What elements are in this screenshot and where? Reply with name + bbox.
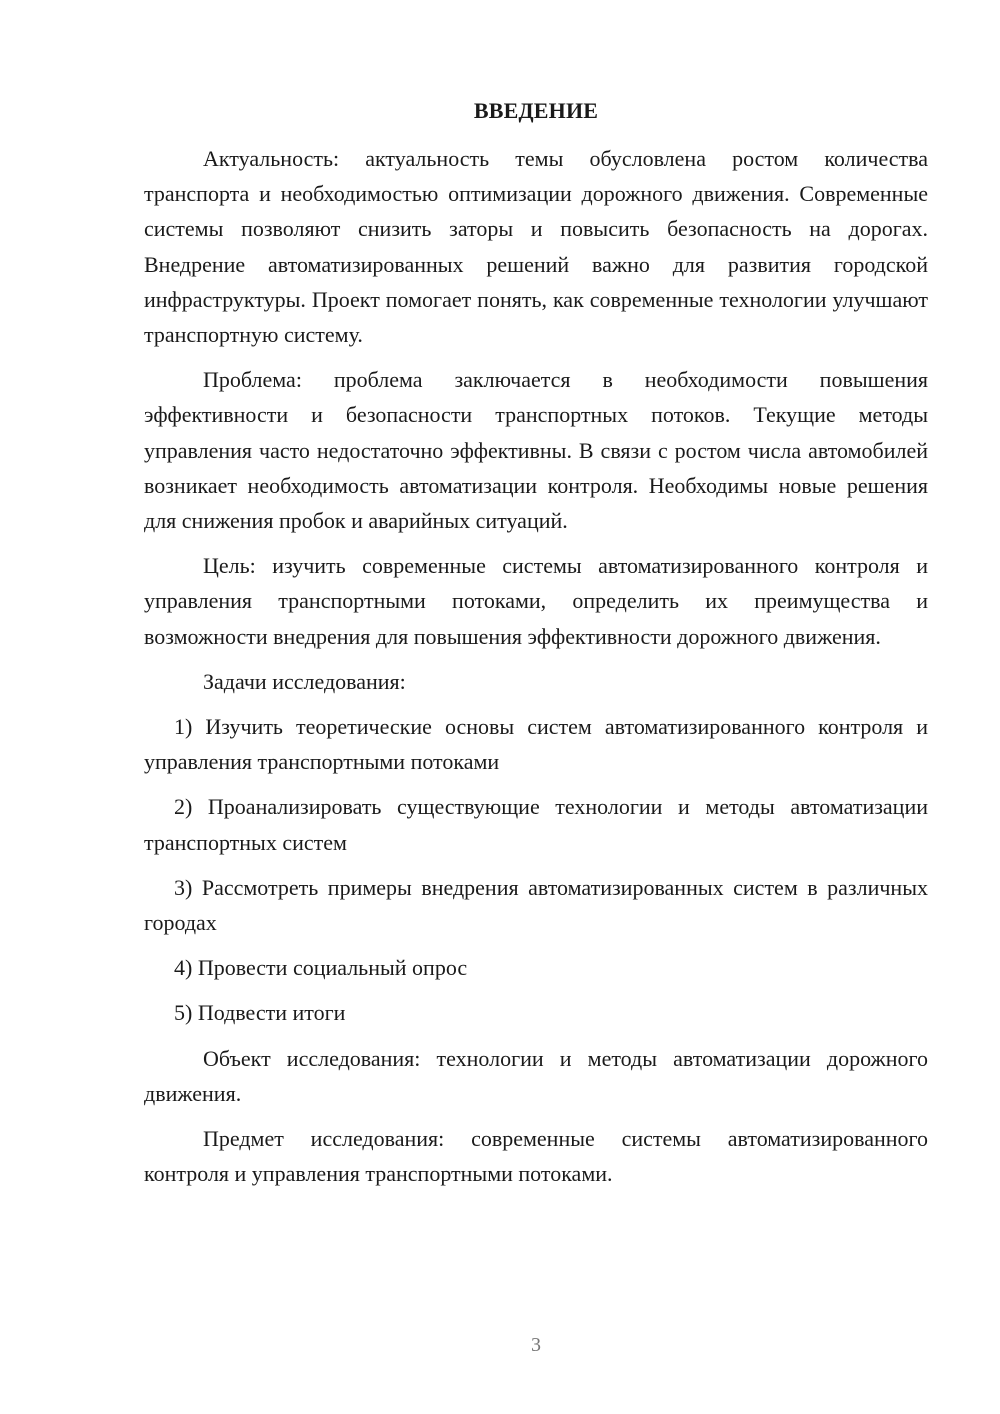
page-number: 3 (531, 1334, 541, 1356)
task-item-4: 4) Провести социальный опрос (174, 955, 468, 981)
tasks-heading: Задачи исследования: (203, 668, 406, 694)
paragraph-problem: Проблема: проблема заключается в необходимости повышения эффективности и безопасности транспортных потоков. Текущие методы управления часто недостаточно эффективны. В связи с ростом числа автомобилей возникает необходимость автоматизации контроля. Необходимы новые решения для снижения пробок и аварийных ситуаций. (144, 367, 928, 534)
task-item-1: 1) Изучить теоретические основы систем автоматизированного контроля и управления транспортными потоками (144, 714, 928, 775)
paragraph-subject: Предмет исследования: современные системы автоматизированного контроля и управления транспортными потоками. (144, 1126, 928, 1187)
page-content (144, 95, 928, 1201)
paragraph-goal: Цель: изучить современные системы автоматизированного контроля и управления транспортными потоками, определить их преимущества и возможности внедрения для повышения эффективности дорожного движения. (144, 553, 928, 649)
task-item-5: 5) Подвести итоги (174, 1000, 346, 1026)
task-item-3: 3) Рассмотреть примеры внедрения автоматизированных систем в различных городах (144, 874, 928, 936)
paragraph-relevance: Актуальность: актуальность темы обусловлена ростом количества транспорта и необходимостью оптимизации дорожного движения. Современные системы позволяют снизить заторы и повысить безопасность на дорогах. Внедрение автоматизированных решений важно для развития городской инфраструктуры. Проект помогает понять, как современные технологии улучшают транспортную систему. (144, 146, 928, 348)
section-title: ВВЕДЕНИЕ (473, 98, 599, 123)
task-item-2: 2) Проанализировать существующие технологии и методы автоматизации транспортных систем (144, 794, 928, 855)
paragraph-object: Объект исследования: технологии и методы автоматизации дорожного движения. (144, 1045, 928, 1106)
